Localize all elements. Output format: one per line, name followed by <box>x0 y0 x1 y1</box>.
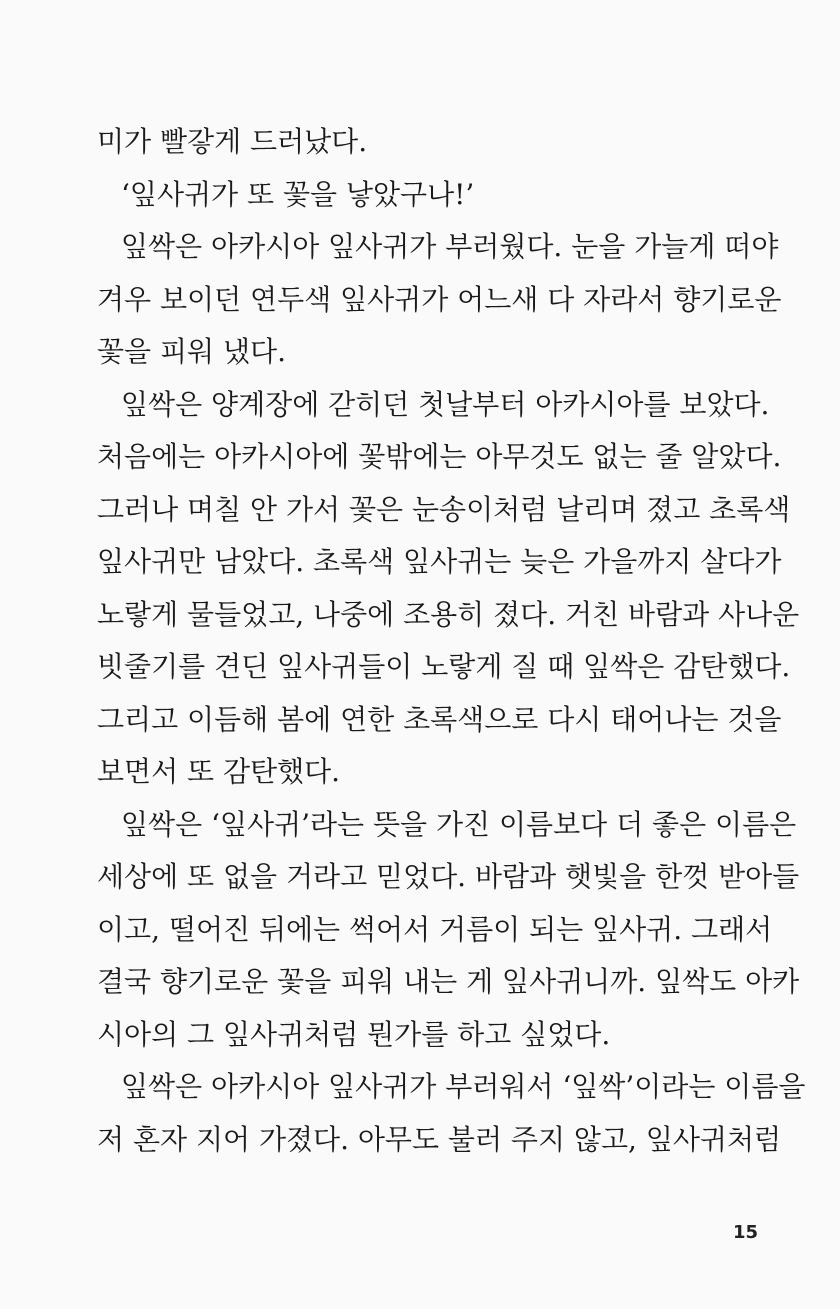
text-line: 노랗게 물들었고, 나중에 조용히 졌다. 거친 바람과 사나운 <box>97 597 800 631</box>
text-line: 빗줄기를 견딘 잎사귀들이 노랗게 질 때 잎싹은 감탄했다. <box>97 650 791 683</box>
page-number: 15 <box>732 1222 758 1243</box>
text-line: 시아의 그 잎사귀처럼 뭔가를 하고 싶었다. <box>97 1017 611 1051</box>
text-line: 결국 향기로운 꽃을 피워 내는 게 잎사귀니까. 잎싹도 아카 <box>97 965 800 998</box>
text-line: 잎싹은 ‘잎사귀’라는 뜻을 가진 이름보다 더 좋은 이름은 <box>121 807 797 841</box>
text-line: 이고, 떨어진 뒤에는 썩어서 거름이 되는 잎사귀. 그래서 <box>97 912 773 946</box>
text-line: 저 혼자 지어 가졌다. 아무도 불러 주지 않고, 잎사귀처럼 <box>97 1122 782 1156</box>
text-line: 꽃을 피워 냈다. <box>97 335 286 368</box>
text-line: 잎싹은 아카시아 잎사귀가 부러워서 ‘잎싹’이라는 이름을 <box>121 1070 806 1103</box>
text-line: 그러나 며칠 안 가서 꽃은 눈송이처럼 날리며 졌고 초록색 <box>97 492 791 526</box>
text-line: 잎사귀만 남았다. 초록색 잎사귀는 늦은 가을까지 살다가 <box>97 545 782 578</box>
text-line: 처음에는 아카시아에 꽃밖에는 아무것도 없는 줄 알았다. <box>97 440 782 473</box>
text-line: 잎싹은 양계장에 갇히던 첫날부터 아카시아를 보았다. <box>121 387 770 421</box>
text-line: 세상에 또 없을 거라고 믿었다. 바람과 햇빛을 한껏 받아들 <box>97 860 800 893</box>
text-line: 겨우 보이던 연두색 잎사귀가 어느새 다 자라서 향기로운 <box>97 282 782 316</box>
text-line: 보면서 또 감탄했다. <box>97 755 341 788</box>
text-line: 잎싹은 아카시아 잎사귀가 부러웠다. 눈을 가늘게 떠야 <box>121 230 779 263</box>
text-line: 그리고 이듬해 봄에 연한 초록색으로 다시 태어나는 것을 <box>97 702 782 736</box>
text-line: 미가 빨갛게 드러났다. <box>97 125 368 158</box>
text-line: ‘잎사귀가 또 꽃을 낳았구나!’ <box>121 177 475 211</box>
